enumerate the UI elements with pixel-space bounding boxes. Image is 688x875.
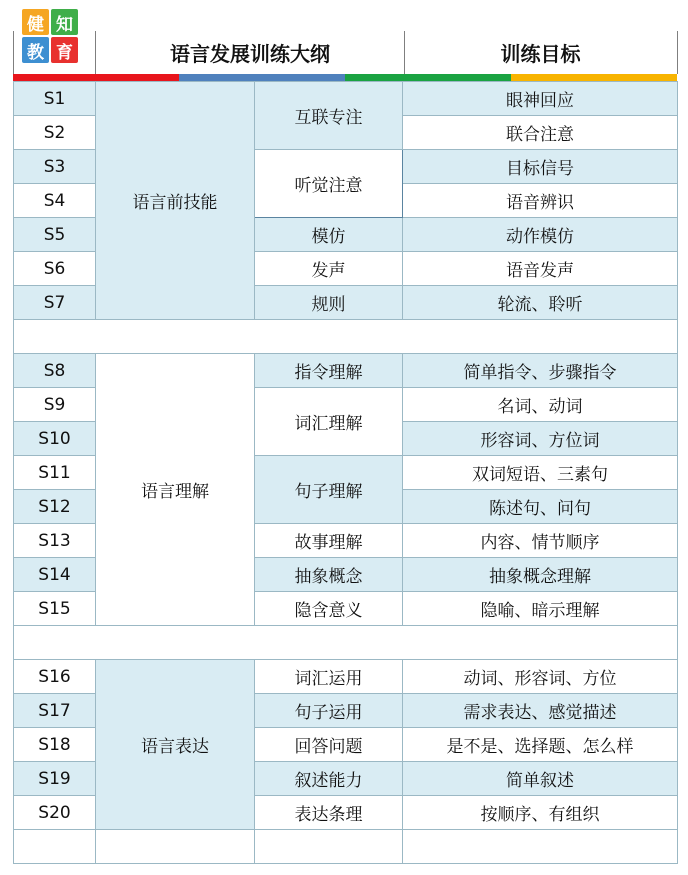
goal-cell: 是不是、选择题、怎么样 [403, 728, 678, 762]
skill-cell: 词汇运用 [255, 660, 403, 694]
logo-char-1: 健 [22, 9, 49, 35]
skill-cell: 故事理解 [255, 524, 403, 558]
curriculum-table [13, 81, 678, 864]
row-id: S18 [14, 728, 96, 762]
row-id: S13 [14, 524, 96, 558]
skill-cell: 抽象概念 [255, 558, 403, 592]
goal-cell: 陈述句、问句 [403, 490, 678, 524]
goal-cell: 形容词、方位词 [403, 422, 678, 456]
row-id: S8 [14, 354, 96, 388]
skill-cell: 叙述能力 [255, 762, 403, 796]
table-row [14, 82, 678, 116]
goal-cell: 语音辨识 [403, 184, 678, 218]
color-bar-green [345, 74, 511, 81]
goal-cell: 轮流、聆听 [403, 286, 678, 320]
skill-cell: 规则 [255, 286, 403, 320]
skill-cell: 模仿 [255, 218, 403, 252]
goal-cell: 名词、动词 [403, 388, 678, 422]
color-bar [13, 74, 677, 81]
row-id: S11 [14, 456, 96, 490]
spacer-cell [14, 626, 678, 660]
goal-cell: 简单叙述 [403, 762, 678, 796]
goal-cell: 语音发声 [403, 252, 678, 286]
row-id: S2 [14, 116, 96, 150]
skill-cell: 听觉注意 [255, 150, 403, 218]
row-id: S14 [14, 558, 96, 592]
color-bar-red [13, 74, 179, 81]
color-bar-yellow [511, 74, 677, 81]
row-id: S7 [14, 286, 96, 320]
row-id: S12 [14, 490, 96, 524]
skill-cell: 指令理解 [255, 354, 403, 388]
table-row [14, 354, 678, 388]
header-left-cell [13, 31, 96, 74]
goal-cell: 按顺序、有组织 [403, 796, 678, 830]
table-header [13, 31, 677, 74]
row-id: S6 [14, 252, 96, 286]
goal-cell: 动词、形容词、方位 [403, 660, 678, 694]
empty-row [14, 830, 678, 864]
goal-cell: 眼神回应 [403, 82, 678, 116]
color-bar-blue [179, 74, 345, 81]
skill-cell: 句子理解 [255, 456, 403, 524]
spacer-row [14, 320, 678, 354]
goal-cell: 双词短语、三素句 [403, 456, 678, 490]
skill-cell: 隐含意义 [255, 592, 403, 626]
empty-cell [96, 830, 255, 864]
category-cell: 语言前技能 [96, 82, 255, 320]
row-id: S20 [14, 796, 96, 830]
skill-cell: 句子运用 [255, 694, 403, 728]
goal-cell: 联合注意 [403, 116, 678, 150]
empty-cell [255, 830, 403, 864]
table-row [14, 660, 678, 694]
goal-cell: 抽象概念理解 [403, 558, 678, 592]
category-cell: 语言表达 [96, 660, 255, 830]
row-id: S17 [14, 694, 96, 728]
logo-char-2: 知 [51, 9, 78, 35]
skill-cell: 回答问题 [255, 728, 403, 762]
header-outline-title: 语言发展训练大纲 [95, 31, 405, 74]
spacer-row [14, 626, 678, 660]
row-id: S15 [14, 592, 96, 626]
logo-char-3: 教 [22, 37, 49, 63]
skill-cell: 互联专注 [255, 82, 403, 150]
row-id: S16 [14, 660, 96, 694]
row-id: S1 [14, 82, 96, 116]
skill-cell: 发声 [255, 252, 403, 286]
header-goal-title: 训练目标 [404, 31, 678, 74]
row-id: S19 [14, 762, 96, 796]
empty-cell [14, 830, 96, 864]
goal-cell: 需求表达、感觉描述 [403, 694, 678, 728]
row-id: S5 [14, 218, 96, 252]
skill-cell: 词汇理解 [255, 388, 403, 456]
row-id: S9 [14, 388, 96, 422]
logo-char-4: 育 [51, 37, 78, 63]
goal-cell: 目标信号 [403, 150, 678, 184]
row-id: S4 [14, 184, 96, 218]
skill-cell: 表达条理 [255, 796, 403, 830]
spacer-cell [14, 320, 678, 354]
goal-cell: 动作模仿 [403, 218, 678, 252]
goal-cell: 隐喻、暗示理解 [403, 592, 678, 626]
row-id: S3 [14, 150, 96, 184]
empty-cell [403, 830, 678, 864]
row-id: S10 [14, 422, 96, 456]
goal-cell: 内容、情节顺序 [403, 524, 678, 558]
category-cell: 语言理解 [96, 354, 255, 626]
goal-cell: 简单指令、步骤指令 [403, 354, 678, 388]
